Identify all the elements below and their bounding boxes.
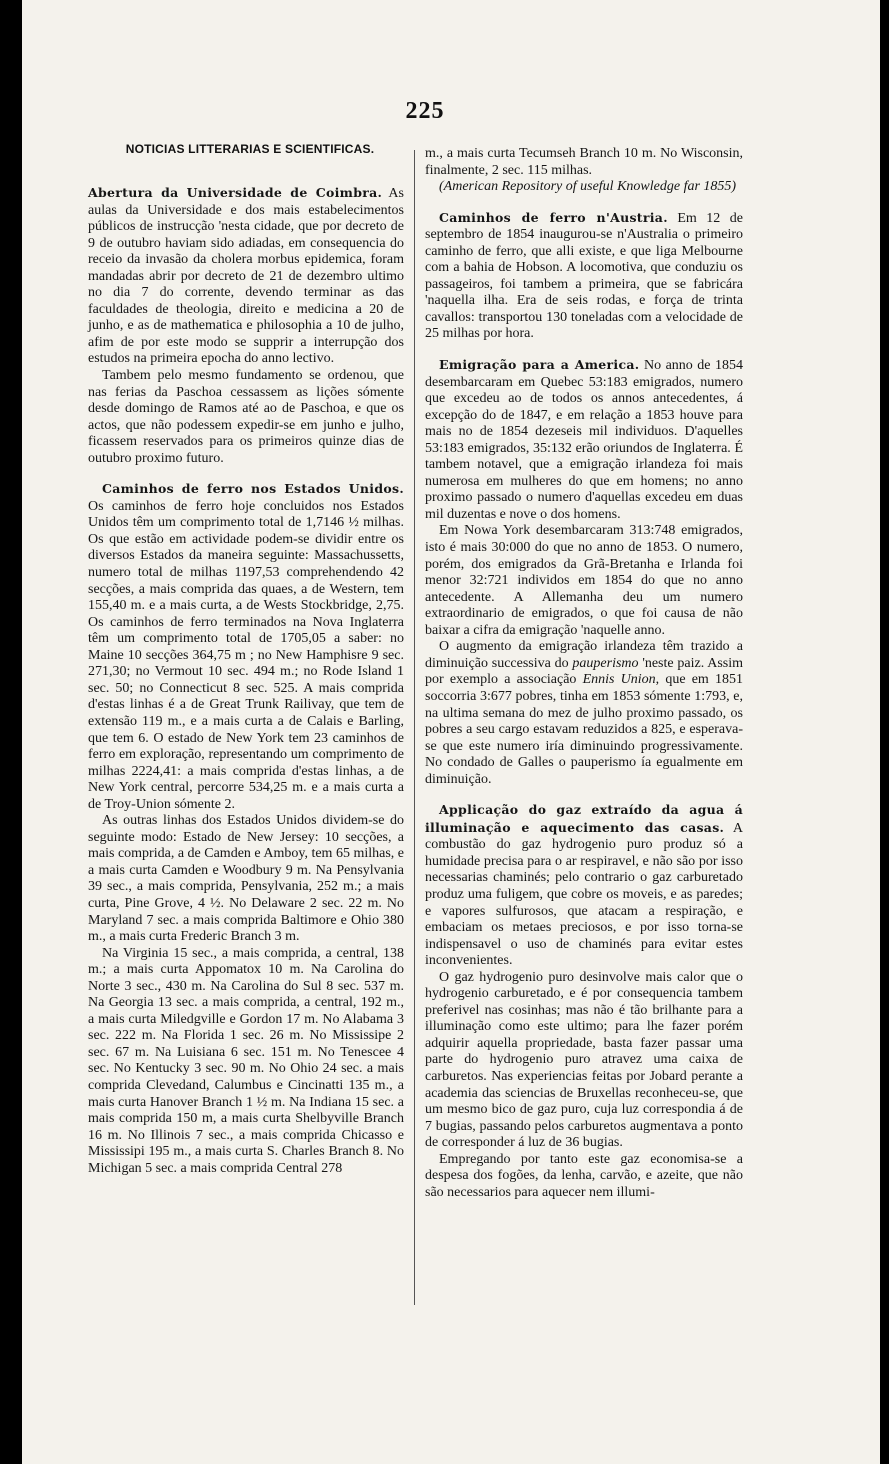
paragraph: O gaz hydrogenio puro desinvolve mais calor que o hydrogenio carburetado, e é por consequencia tambem preferivel nas cosinhas; mas não é tão brilhante para a illuminação como este ultimo; para lhe fazer porém adquirir aquella propriedade, basta fazer passar uma parte do hydrogenio puro atravez uma caixa de carburetos. Nas experiencias feitas por Jobard perante a academia das sciencias de Bruxellas reconheceu-se, que um mesmo bico de gaz puro, cuja luz correspondia á de 7 bugias, passando pelos carburetos augmentava a ponto de corresponder á luz de 36 bugias.: [425, 969, 743, 1151]
section-heading: Applicação do gaz extraído da agua á illuminação e aquecimento das casas.: [425, 802, 743, 835]
paragraph: Na Virginia 15 sec., a mais comprida, a central, 138 m.; a mais curta Appomatox 10 m. Na Carolina do Norte 3 sec., 430 m. Na Carolina do Sul 8 sec. 537 m. Na Georgia 13 sec. a mais comprida, a central, 192 m., a mais curta Miledgville e Gordon 17 m. No Alabama 3 sec. 222 m. Na Florida 1 sec. 26 m. No Mississipe 2 sec. 67 m. Na Luisiana 6 sec. 151 m. No Tenescee 4 sec. No Kentucky 3 sec. 90 m. No Ohio 24 sec. a mais comprida Clevedand, Calumbus e Cincinatti 135 m., a mais curta Hanover Branch 1 ½ m. Na Indiana 15 sec. a mais comprida 150 m, a mais curta Shelbyville Branch 16 m. No Illinois 7 sec., a mais comprida Chicasso e Mississipi 195 m., a mais curta S. Charles Branch 8. No Michigan 5 sec. a mais comprida Central 278: [88, 945, 404, 1176]
scan-border-right: [880, 0, 889, 1464]
source-citation: (American Repository of useful Knowledge far 1855): [439, 179, 737, 195]
paragraph: Em Nowa York desembarcaram 313:748 emigrados, isto é mais 30:000 do que no anno de 1853. O numero, porém, dos emigrados da Grã-Bretanha e Irlanda foi menor 32:721 individos em 1854 do que no anno antecedente. A Allemanha deu um numero extraordinario de emigrados, o que foi causa de não baixar a cifra da emigração 'naquelle anno.: [425, 523, 743, 638]
scan-border-left: [0, 0, 22, 1464]
paragraph-text: Em 12 de septembro de 1854 inaugurou-se n'Australia o primeiro caminho de ferro, que alli existe, e que liga Melbourne com a bahia de Hobson. A locomotiva, que conduziu os passageiros, foi tambem a primeira, que se fabricára 'naquella ilha. Era de seis rodas, e força de trinta cavallos: transportou 130 toneladas com a velocidade de 25 milhas por hora.: [425, 210, 744, 342]
paragraph: [425, 639, 743, 788]
section-heading: Emigração para a America.: [439, 357, 640, 373]
section-heading: Caminhos de ferro n'Austria.: [439, 209, 668, 225]
left-column: [88, 185, 404, 1177]
paragraph: [425, 210, 743, 343]
running-head: NOTICIAS LITTERARIAS E SCIENTIFICAS.: [125, 142, 375, 156]
right-column: [425, 146, 743, 1201]
paragraph: Empregando por tanto este gaz economisa-se a despesa dos fogões, da lenha, carvão, e azeite, que não são necessarios para aquecer nem illumi-: [425, 1151, 743, 1200]
paragraph: [88, 185, 404, 368]
paragraph-text: , que em 1851 soccorria 3:677 pobres, tinha em 1853 sómente 1:793, e, na ultima semana do mez de julho proximo passado, os pobres a seu cargo estavam reduzidos a 825, e esperava-se que este numero iría diminuindo progressivamente. No condado de Galles o pauperismo ía egualmente em diminuição.: [425, 672, 743, 787]
section-heading: Abertura da Universidade de Coimbra.: [88, 185, 383, 200]
paragraph: [88, 481, 404, 813]
paragraph: As outras linhas dos Estados Unidos dividem-se do seguinte modo: Estado de New Jersey: 10 secções, a mais comprida, a de Camden e Amboy, tem 65 milhas, e a mais curta Camden e Woodbury 9 m. Na Pensylvania 39 sec., a mais comprida, Pensylvania, 252 m.; a mais curta, Pine Grove, 4 ½. No Delaware 2 sec. 22 m. No Maryland 7 sec. a mais comprida Baltimore e Ohio 380 m., a mais curta Frederic Branch 3 m.: [88, 813, 404, 945]
paragraph: m., a mais curta Tecumseh Branch 10 m. No Wisconsin, finalmente, 2 sec. 115 milhas.: [425, 146, 743, 178]
paragraph-text: As aulas da Universidade e dos mais estabelecimentos públicos de instrucção 'nesta cidade, que por decreto de 9 de outubro haviam sido adiadas, em consequencia do receio da invasão da cholera morbus epidemica, foram mandadas abrir por decreto de 21 de dezembro ultimo no dia 7 do corrente, devendo terminar as das faculdades de theologia, direito e medicina a 20 de junho, e as de mathematica e philosophia a 10 de julho, afim de por este modo se supprir a interrupção dos estudos na primeira epocha do anno lectivo.: [88, 186, 404, 367]
paragraph-text: A combustão do gaz hydrogenio puro produz só a humidade precisa para o ar respiravel, e não são por isso necessarias chaminés; pelo contrario o gaz carburetado produz uma fuligem, que cobre os moveis, e as paredes; e vapores sulfurosos, que atacam a respiração, e embaciam os metaes preciosos, e por isso torna-se indispensavel o uso de chaminés para evitar estes inconvenientes.: [425, 820, 743, 969]
page-number: 225: [405, 98, 445, 124]
section-heading: Caminhos de ferro nos Estados Unidos.: [102, 481, 404, 497]
italic-term: pauperismo: [572, 655, 639, 671]
italic-term: Ennis Union: [582, 672, 656, 688]
paragraph-text: No anno de 1854 desembarcaram em Quebec 53:183 emigrados, numero que excedeu ao de todos os annos antecedentes, á excepção do de 1847, e em relação a 1853 houve para mais no de 1854 dezeseis mil individuos. D'aquelles 53:183 emigrados, 35:132 erão oriundos de Inglaterra. É tambem notavel, que a emigração irlandeza foi mais numerosa em mulheres do que em homens; no anno proximo passado o numero d'aquellas excedeu em duas mil duzentas e nove o dos homens.: [425, 358, 743, 522]
column-divider: [414, 150, 415, 1305]
paragraph-text: Os caminhos de ferro hoje concluidos nos Estados Unidos têm um comprimento total de 1,7146 ½ milhas. Os que estão em actividade podem-se dividir entre os diversos Estados da maneira seguinte: Massachussetts, numero total de milhas 1197,53 comprehendendo 42 secções, a mais comprida das quaes, a de Western, tem 155,40 m. e a mais curta, a de Wests Stockbridge, 2,75. Os caminhos de ferro terminados na Nova Inglaterra têm um comprimento total de 1705,05 a saber: no Maine 10 secções 364,75 m ; no New Hamphisre 9 sec. 271,30; no Vermout 10 sec. 494 m.; no Rode Island 1 sec. 50; no Connecticut 8 sec. 525. A mais comprida d'estas linhas é a de Great Trunk Railivay, que tem de extensão 119 m., e a mais curta a de Calais e Barling, que tem 6. O estado de New York tem 23 caminhos de ferro em exploração, representando um comprimento de milhas 2224,41: a mais comprida d'estas linhas, a de New York central, percorre 534,25 m. e a mais curta a de Troy-Union sómente 2.: [88, 498, 404, 812]
paragraph: [425, 357, 743, 523]
paragraph: Tambem pelo mesmo fundamento se ordenou, que nas ferias da Paschoa cessassem as lições sómente desde domingo de Ramos até ao de Paschoa, e que os actos, que não podessem expedir-se em junho e julho, ficassem reservados para os primeiros quinze dias de outubro proximo futuro.: [88, 368, 404, 466]
paragraph: [425, 802, 743, 969]
paragraph-text: O augmento da emigração irlandeza têm trazido a diminuição successiva do: [425, 639, 743, 671]
paragraph-text: 'neste paiz. Assim por exemplo a associação: [425, 655, 744, 688]
